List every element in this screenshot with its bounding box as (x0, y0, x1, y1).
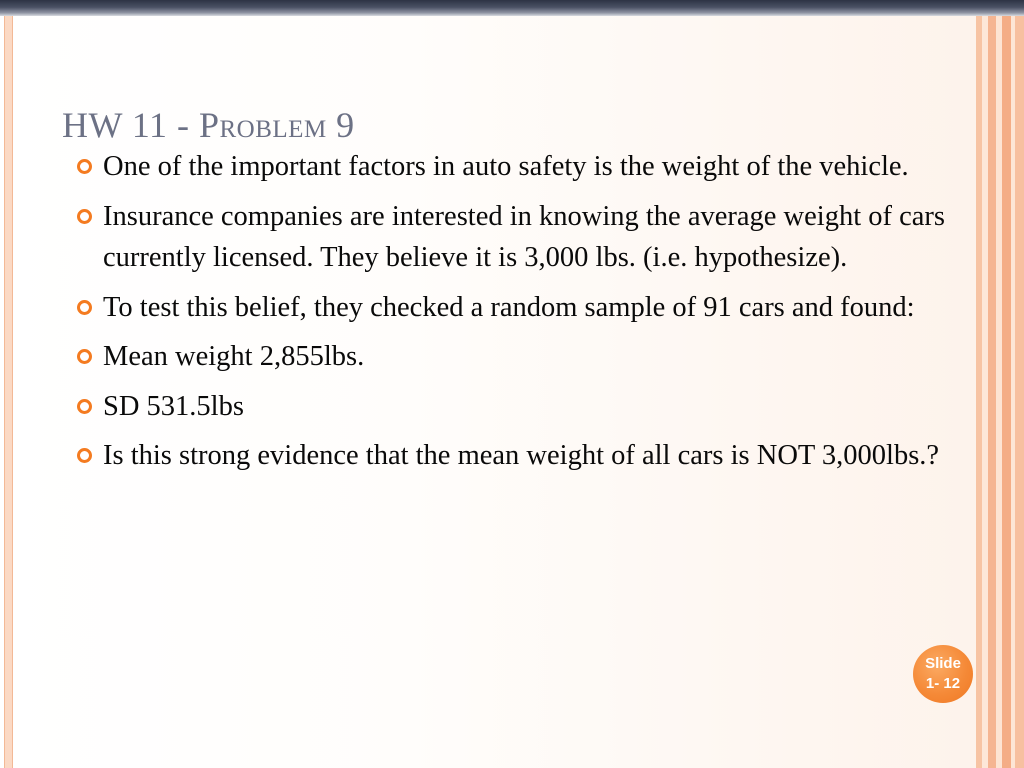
slide-title-prefix: HW 11 - (62, 105, 199, 145)
bullet-list (72, 146, 977, 485)
bullet-text: To test this belief, they checked a random sample of 91 cars and found: (103, 291, 915, 323)
slide-title (62, 104, 355, 146)
bullet-text: Is this strong evidence that the mean weight of all cars is NOT 3,000lbs.? (103, 440, 940, 471)
bullet-item (72, 435, 977, 477)
bullet-circle-icon (77, 399, 92, 414)
bullet-item (72, 336, 977, 378)
slide-number-badge (913, 645, 973, 703)
slide-badge-number: 1- 12 (925, 675, 961, 692)
bullet-item (72, 146, 977, 188)
right-stripe (1015, 16, 1024, 768)
bullet-circle-icon (77, 448, 92, 463)
bullet-text: SD 531.5lbs (103, 390, 244, 422)
bullet-item (72, 287, 977, 329)
bullet-item (72, 386, 977, 428)
slide-title-main: Problem 9 (198, 105, 355, 145)
bullet-text: Mean weight 2,855lbs. (103, 341, 365, 372)
bullet-circle-icon (77, 300, 92, 315)
left-stripe (4, 16, 13, 768)
bullet-circle-icon (77, 209, 92, 224)
top-bar (0, 0, 1024, 16)
bullet-circle-icon (77, 159, 92, 174)
right-stripes (976, 16, 1024, 768)
slide-badge-label: Slide (925, 655, 961, 672)
bullet-circle-icon (77, 349, 92, 364)
bullet-text: Insurance companies are interested in knowing the average weight of cars currently licensed. They believe it is 3,000 lbs. (i.e. hypothesize). (103, 200, 945, 273)
bullet-item (72, 196, 977, 279)
right-stripe (1002, 16, 1011, 768)
bullet-text: One of the important factors in auto safety is the weight of the vehicle. (103, 151, 909, 182)
right-stripe (988, 16, 996, 768)
